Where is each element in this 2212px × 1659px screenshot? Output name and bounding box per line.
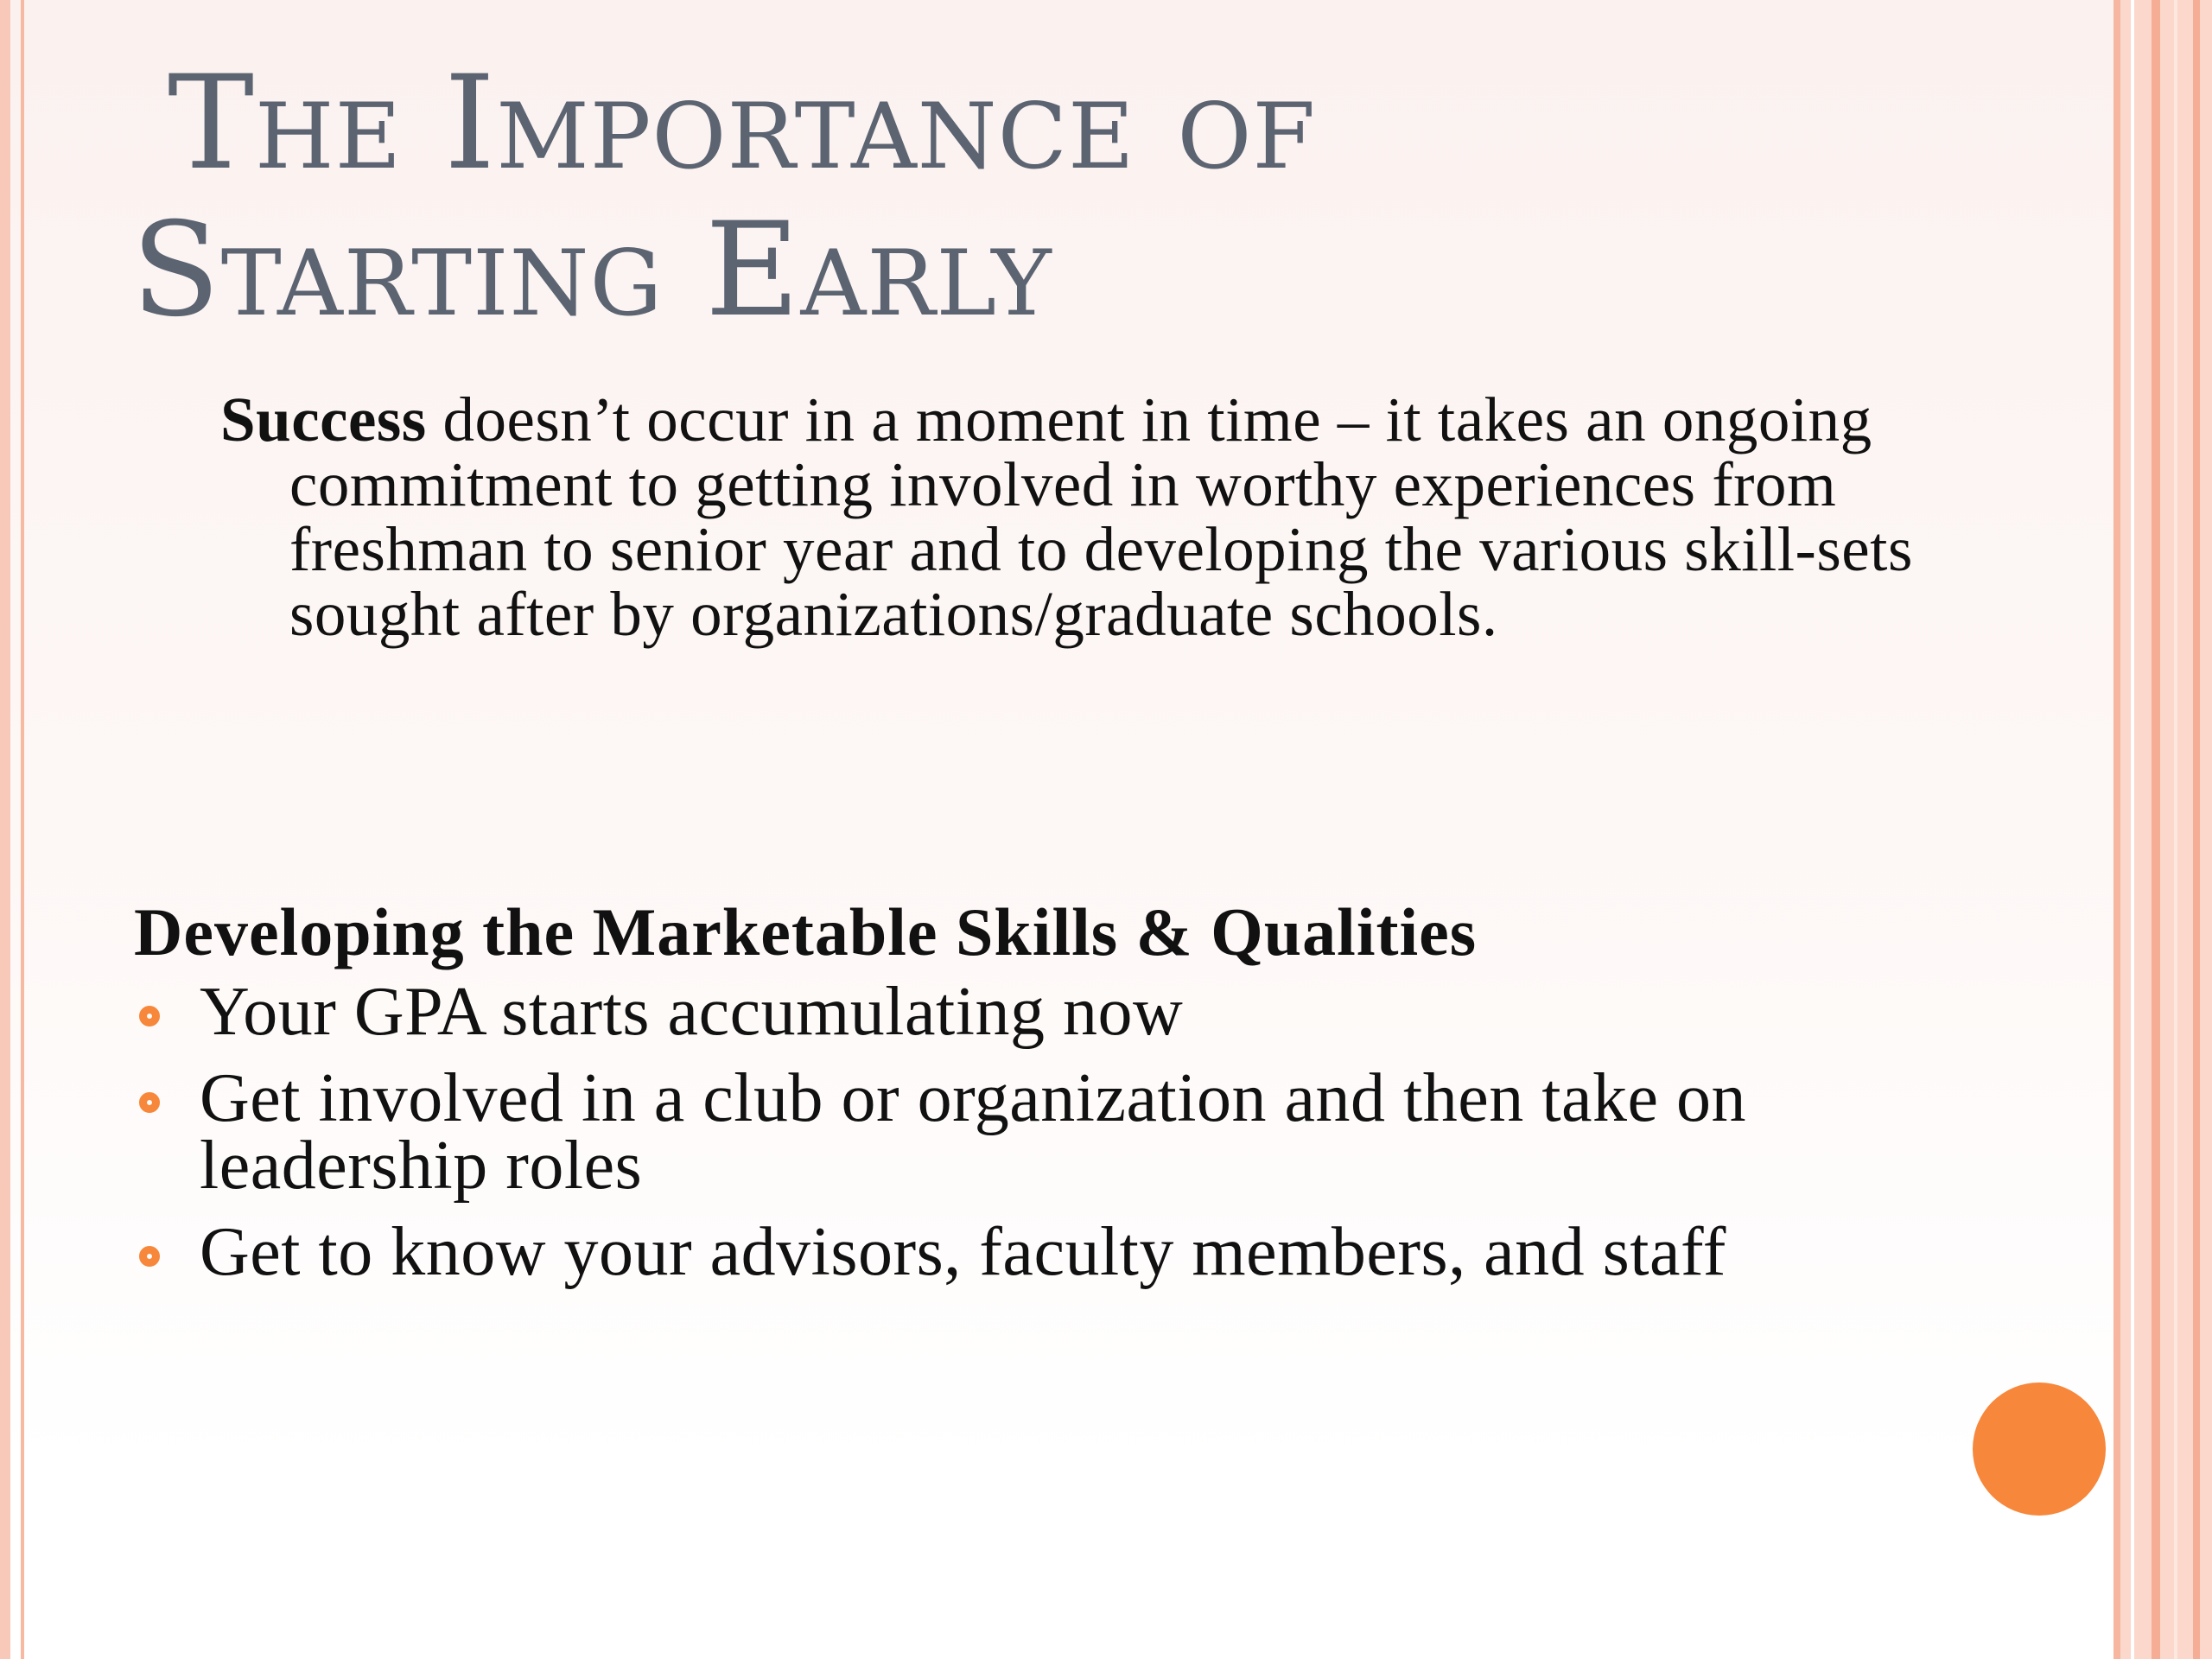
- success-bold-word: Success: [220, 385, 427, 454]
- right-border-stripe-3: [2152, 0, 2160, 1659]
- bullet-circle-icon: [139, 1092, 160, 1113]
- left-border-line-outer: [0, 0, 10, 1659]
- right-border-stripe-5: [2193, 0, 2200, 1659]
- slide-title-line-1: The Importance of: [168, 48, 1317, 199]
- bullet-list: [134, 974, 1862, 1305]
- right-border-stripe-2: [2131, 0, 2134, 1659]
- bullet-text: Your GPA starts accumulating now: [200, 974, 1184, 1050]
- success-paragraph: [220, 385, 1974, 649]
- slide-title: [131, 50, 1514, 344]
- left-border-line-inner: [21, 0, 24, 1659]
- bullet-item: [134, 974, 1862, 1050]
- bullet-circle-icon: [139, 1246, 160, 1267]
- bullet-item: [134, 1060, 1862, 1204]
- bullet-item: [134, 1214, 1862, 1290]
- right-border-stripe-1: [2113, 0, 2120, 1659]
- decorative-orange-circle: [1973, 1382, 2106, 1516]
- slide-title-line-2: Starting Early: [131, 195, 1052, 346]
- bullet-text: Get involved in a club or organization and then take on leadership roles: [200, 1060, 1746, 1204]
- right-border-stripe-4: [2174, 0, 2177, 1659]
- success-paragraph-text: doesn’t occur in a moment in time – it takes an ongoing commitment to getting involved in worthy experiences from freshman to senior year and to developing the various skill-sets sought after by organizations/graduate schools.: [289, 385, 1913, 649]
- section-heading: Developing the Marketable Skills & Qualities: [134, 894, 1478, 969]
- bullet-text: Get to know your advisors, faculty members, and staff: [200, 1214, 1726, 1290]
- bullet-circle-icon: [139, 1006, 160, 1027]
- right-border-band: [2113, 0, 2212, 1659]
